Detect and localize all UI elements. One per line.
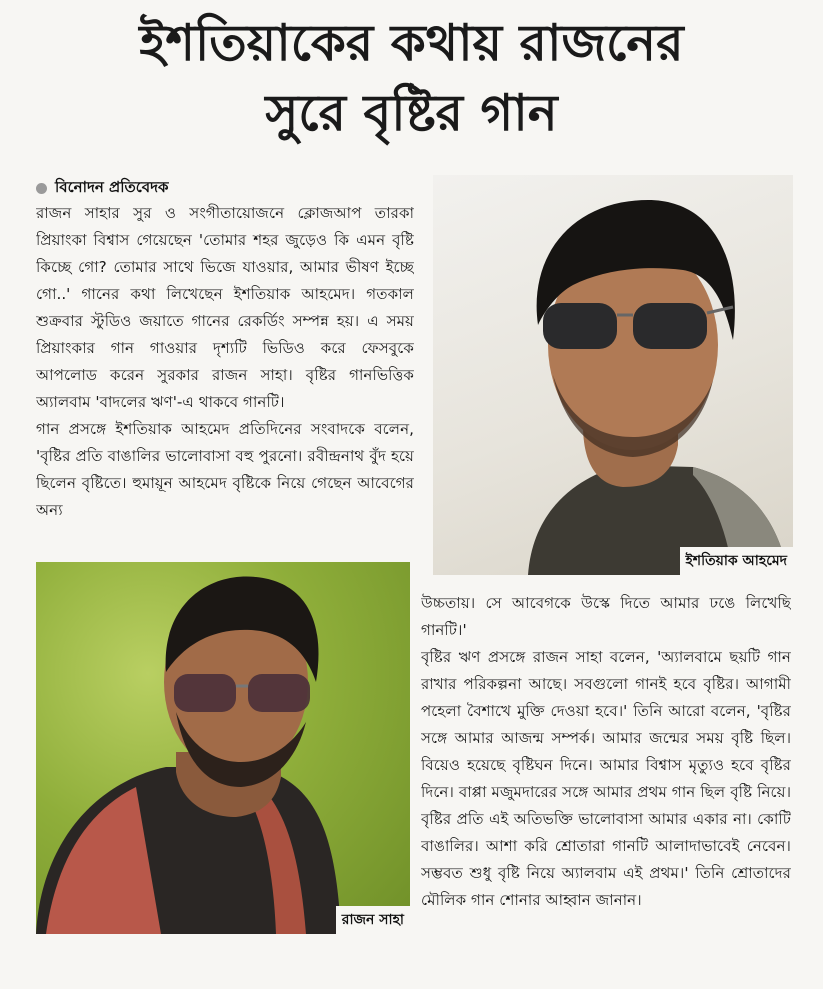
byline — [36, 176, 169, 201]
byline-text: বিনোদন প্রতিবেদক — [55, 178, 169, 196]
article-column-1 — [36, 200, 414, 550]
paragraph: বৃষ্টির ঋণ প্রসঙ্গে রাজন সাহা বলেন, 'অ্যালবামে ছয়টি গান রাখার পরিকল্পনা আছে। সবগুলো গানই হবে বৃষ্টির। আগামী পহেলা বৈশাখে মুক্তি দেওয়া হবে।' তিনি আরো বলেন, 'বৃষ্টির সঙ্গে আমার আজন্ম সম্পর্ক। আমার জন্মের সময় বৃষ্টি ছিল। বিয়েও হয়েছে বৃষ্টিঘন দিনে। আমার বিশ্বাস মৃত্যুও হবে বৃষ্টির দিনে। বাপ্পা মজুমদারের সঙ্গে আমার প্রথম গান ছিল বৃষ্টি নিয়ে। বৃষ্টির প্রতি এই অতিভক্তি ভালোবাসা আমার একার না। কোটি বাঙালির। আশা করি শ্রোতারা গানটি আলাদাভাবেই নেবেন। সম্ভবত শুধু বৃষ্টি নিয়ে অ্যালবাম এই প্রথম।' তিনি শ্রোতাদের মৌলিক গান শোনার আহ্বান জানান। — [421, 648, 791, 909]
portrait-illustration — [36, 562, 410, 934]
photo-caption-ishtiaq: ইশতিয়াক আহমেদ — [680, 547, 794, 575]
rajon-saha-photo — [36, 562, 410, 934]
paragraph: গান প্রসঙ্গে ইশতিয়াক আহমেদ প্রতিদিনের সংবাদকে বলেন, 'বৃষ্টির প্রতি বাঙালির ভালোবাসা বহু পুরনো। রবীন্দ্রনাথ বুঁদ হয়ে ছিলেন বৃষ্টিতে। হুমায়ূন আহমেদ বৃষ্টিকে নিয়ে গেছেন আবেগের অন্য — [36, 420, 414, 519]
paragraph: উচ্চতায়। সে আবেগকে উস্কে দিতে আমার ঢঙে লিখেছি গানটি।' — [421, 594, 791, 639]
ishtiaq-ahmed-photo — [433, 175, 793, 575]
paragraph: রাজন সাহার সুর ও সংগীতায়োজনে ক্লোজআপ তারকা প্রিয়াংকা বিশ্বাস গেয়েছেন 'তোমার শহর জুড়েও কি এমন বৃষ্টি কিচ্ছে গো? তোমার সাথে ভিজে যাওয়ার, আমার ভীষণ ইচ্ছে গো..' গানের কথা লিখেছেন ইশতিয়াক আহমেদ। গতকাল শুক্রবার স্টুডিও জয়াতে গানের রেকর্ডিং সম্পন্ন হয়। এ সময় প্রিয়াংকার গান গাওয়ার দৃশ্যটি ভিডিও করে ফেসবুকে আপলোড করেন সুরকার রাজন সাহা। বৃষ্টির গানভিত্তিক অ্যালবাম 'বাদলের ঋণ'-এ থাকবে গানটি। — [36, 204, 414, 411]
headline-line-1: ইশতিয়াকের কথায় রাজনের — [139, 13, 684, 72]
headline-line-2: সুরে বৃষ্টির গান — [265, 83, 558, 142]
portrait-illustration — [433, 175, 793, 575]
bullet-icon — [36, 183, 47, 194]
article-headline — [0, 8, 823, 148]
article-column-2 — [421, 590, 791, 950]
photo-caption-rajon: রাজন সাহা — [336, 906, 410, 934]
